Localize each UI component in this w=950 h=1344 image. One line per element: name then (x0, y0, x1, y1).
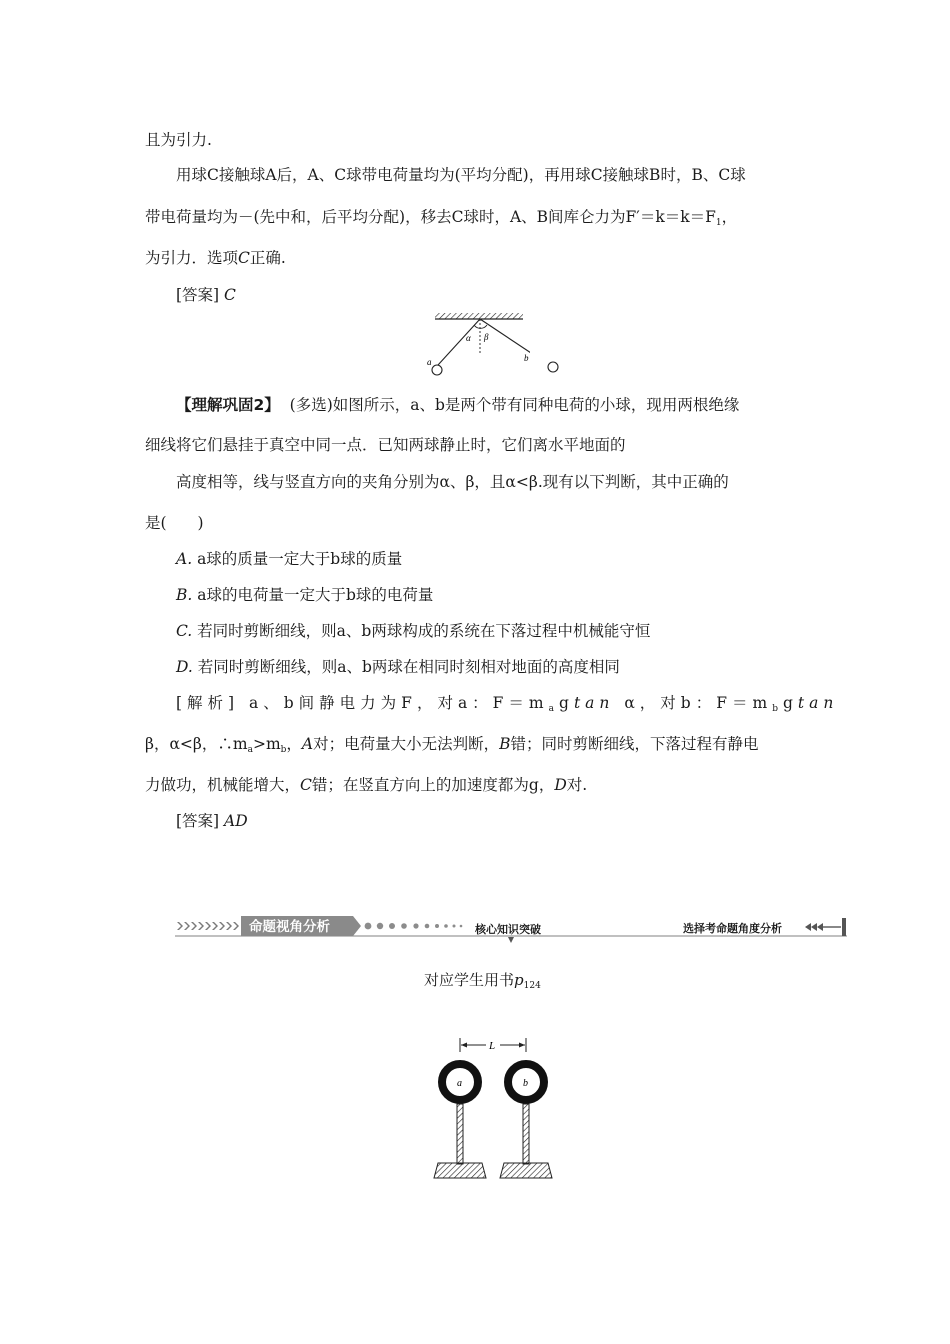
option-ref: C (300, 776, 312, 794)
text-segment: 对. (566, 776, 588, 794)
option-c (176, 619, 650, 641)
dots-decoration (365, 923, 463, 930)
ball-a-label: a (427, 357, 432, 367)
section-banner (175, 914, 850, 944)
option-a (176, 547, 402, 569)
text-segment: 力做功，机械能增大， (145, 776, 301, 794)
stand-b-rod (523, 1104, 529, 1164)
option-letter: D. (176, 658, 193, 676)
text-segment: β，α<β，∴m (145, 735, 248, 753)
question-line: 是( ) (145, 514, 204, 532)
text-segment: ， (286, 735, 302, 753)
solution-line (176, 691, 838, 714)
left-title: 命题视角分析 (249, 919, 330, 935)
text-line (145, 246, 286, 268)
page-reference (424, 969, 541, 991)
option-ref: A (301, 735, 314, 753)
ball-b (548, 362, 558, 372)
right-arrows-icon (805, 918, 846, 936)
distance-label: L (489, 1040, 496, 1052)
option-letter: C. (176, 622, 193, 640)
answer-value: AD (224, 812, 248, 830)
option-ref: C (238, 249, 250, 267)
text-line (145, 205, 737, 228)
text-segment: 正确. (249, 249, 286, 267)
answer-value: C (224, 286, 236, 304)
text-segment: 为引力．选项 (145, 249, 239, 267)
option-text: 若同时剪断细线，则a、b两球构成的系统在下落过程中机械能守恒 (197, 622, 651, 640)
right-title: 选择考命题角度分析 (683, 922, 782, 935)
option-b (176, 583, 433, 605)
text-segment: (多选)如图所示，a、b是两个带有同种电荷的小球，现用两根绝缘 (289, 396, 740, 414)
text-line: 用球C接触球A后，A、C球带电荷量均为(平均分配)，再用球C接触球B时，B、C球 (176, 166, 746, 184)
option-text: a球的质量一定大于b球的质量 (197, 550, 403, 568)
arrowhead-right-icon (519, 1043, 525, 1048)
ball-b-label: b (524, 353, 529, 363)
option-d (176, 655, 620, 677)
text-line: 且为引力. (145, 131, 212, 149)
answer-label: [答案] (176, 812, 220, 830)
question-tag: 【理解巩固2】 (176, 396, 280, 414)
page-reference-p: p (514, 971, 524, 989)
arrowhead-left-icon (461, 1043, 467, 1048)
ring-a-label: a (457, 1078, 462, 1089)
question-line: 细线将它们悬挂于真空中同一点．已知两球静止时，它们离水平地面的 (145, 436, 626, 454)
answer-line (176, 283, 236, 305)
page-reference-label: 对应学生用书 (424, 971, 515, 989)
option-text: a球的电荷量一定大于b球的电荷量 (197, 586, 434, 604)
answer-label: [答案] (176, 286, 220, 304)
option-ref: D (554, 776, 567, 794)
left-chevrons-icon (177, 922, 239, 930)
option-text: 若同时剪断细线，则a、b两球在相同时刻相对地面的高度相同 (197, 658, 620, 676)
question-line: 高度相等，线与竖直方向的夹角分别为α、β，且α<β.现有以下判断，其中正确的 (176, 473, 729, 491)
text-segment: [解析] a、b间静电力为F，对a：F＝m (176, 694, 549, 712)
rings-figure (430, 1032, 565, 1180)
text-segment: tan (573, 694, 615, 712)
subscript: a (247, 745, 253, 755)
option-ref: B (499, 735, 511, 753)
question-line (176, 393, 739, 415)
subscript: b (772, 704, 783, 714)
stand-a-rod (457, 1104, 463, 1164)
text-segment: g (782, 694, 798, 712)
text-segment: 带电荷量均为－(先中和，后平均分配)，移去C球时，A、B间库仑力为F′＝k＝k＝F (145, 208, 716, 226)
subscript: 1 (715, 218, 722, 228)
angle-alpha-label: α (466, 333, 471, 343)
angle-beta-label: β (484, 332, 489, 342)
stand-b-base (500, 1163, 552, 1178)
text-segment: g (559, 694, 574, 712)
answer-line (176, 809, 248, 831)
subscript: b (280, 745, 287, 755)
stand-a-base (434, 1163, 486, 1178)
subscript: a (548, 704, 560, 714)
solution-line (145, 732, 759, 755)
text-segment: ， (721, 208, 738, 226)
text-segment: 错；同时剪断细线，下落过程有静电 (510, 735, 759, 753)
option-letter: B. (176, 586, 193, 604)
solution-line (145, 773, 587, 795)
text-segment: 对；电荷量大小无法判断， (313, 735, 500, 753)
center-title: 核心知识突破 (475, 923, 541, 936)
pointer-triangle-icon (508, 937, 514, 943)
text-segment: α，对b：F＝m (614, 694, 773, 712)
text-segment: 错；在竖直方向上的加速度都为g， (311, 776, 555, 794)
option-letter: A. (176, 550, 193, 568)
text-segment: tan (797, 694, 839, 712)
ring-b-label: b (523, 1078, 528, 1089)
page-reference-number: 124 (523, 981, 541, 991)
pendulum-figure-right (425, 310, 565, 380)
text-segment: >m (252, 735, 281, 753)
